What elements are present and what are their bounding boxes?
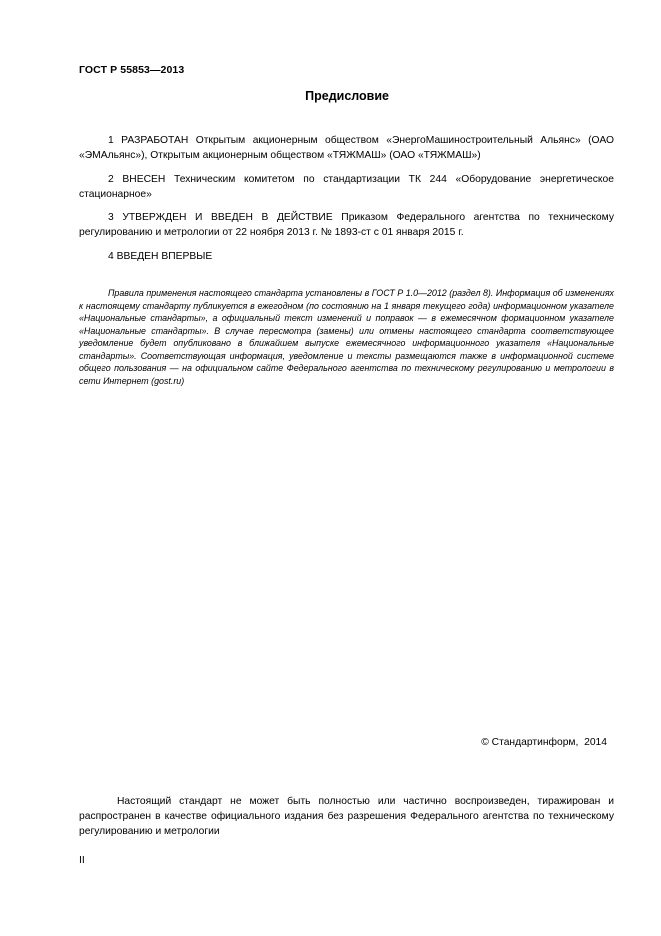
page-title-text: Предисловие	[305, 89, 389, 103]
application-rules-note: Правила применения настоящего стандарта установлены в ГОСТ Р 1.0—2012 (раздел 8). Информация об изменениях к настоящему стандарту публикуется в ежегодном (по состоянию на 1 января текущего года) информационном указателе «Национальные стандарты», а официальный текст изменений и поправок — в ежемесячном формационном указателе «Национальные стандарты». В случае пересмотра (замены) или отмены настоящего стандарта соответствующее уведомление будет опубликовано в ближайшем выпуске ежемесячного информационного указателя «Национальные стандарты». Соответствующая информация, уведомление и тексты размещаются также в информационной системе общего пользования — на официальном сайте Федерального агентства по техническому регулированию и метрологии в сети Интернет (gost.ru)	[79, 288, 614, 386]
paragraph-submitted-by: 2 ВНЕСЕН Техническим комитетом по стандартизации ТК 244 «Оборудование энергетическое стационарное»	[79, 174, 614, 200]
standard-code: ГОСТ Р 55853—2013	[79, 64, 185, 76]
page-title	[79, 89, 607, 103]
paragraph-developed-by: 1 РАЗРАБОТАН Открытым акционерным обществом «ЭнергоМашиностроительный Альянс» (ОАО «ЭМАльянс»), Открытым акционерным обществом «ТЯЖМАШ» (ОАО «ТЯЖМАШ»)	[79, 135, 614, 161]
page-number: II	[79, 854, 85, 866]
reproduction-notice: Настоящий стандарт не может быть полностью или частично воспроизведен, тиражирован и распространен в качестве официального издания без разрешения Федерального агентства по техническому регулированию и метрологии	[79, 796, 614, 837]
copyright-line: © Стандартинформ, 2014	[481, 737, 607, 748]
paragraph-approved: 3 УТВЕРЖДЕН И ВВЕДЕН В ДЕЙСТВИЕ Приказом Федерального агентства по техническому регулированию и метрологии от 22 ноября 2013 г. № 1893-ст с 01 января 2015 г.	[79, 212, 614, 238]
paragraph-first-introduced: 4 ВВЕДЕН ВПЕРВЫЕ	[108, 251, 213, 262]
